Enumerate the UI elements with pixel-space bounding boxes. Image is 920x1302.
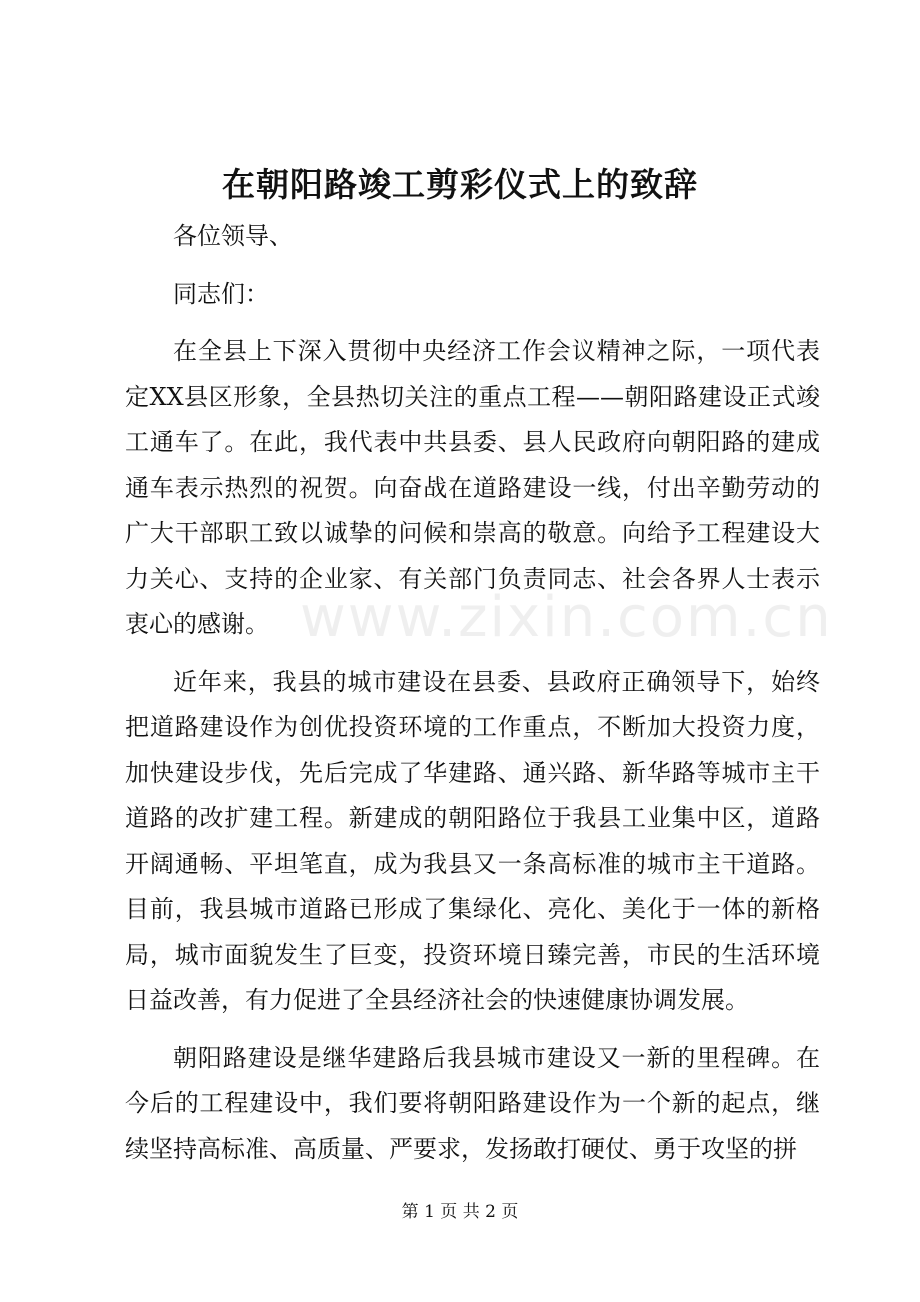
- paragraph-1: 在全县上下深入贯彻中央经济工作会议精神之际，一项代表定XX县区形象，全县热切关注的重点工程——朝阳路建设正式竣工通车了。在此，我代表中共县委、县人民政府向朝阳路的建成通车表示热烈的祝贺。向奋战在道路建设一线，付出辛勤劳动的广大干部职工致以诚挚的问候和崇高的敬意。向给予工程建设大力关心、支持的企业家、有关部门负责同志、社会各界人士表示衷心的感谢。: [125, 337, 820, 638]
- document-body: [125, 214, 820, 1172]
- document-title: 在朝阳路竣工剪彩仪式上的致辞: [222, 165, 698, 204]
- salutation-leaders: 各位领导、: [173, 222, 293, 250]
- paragraph-2: 近年来，我县的城市建设在县委、县政府正确领导下，始终把道路建设作为创优投资环境的工作重点，不断加大投资力度，加快建设步伐，先后完成了华建路、通兴路、新华路等城市主干道路的改扩建工程。新建成的朝阳路位于我县工业集中区，道路开阔通畅、平坦笔直，成为我县又一条高标准的城市主干道路。目前，我县城市道路已形成了集绿化、亮化、美化于一体的新格局，城市面貌发生了巨变，投资环境日臻完善，市民的生活环境日益改善，有力促进了全县经济社会的快速健康协调发展。: [125, 667, 820, 1014]
- paragraph-3: 朝阳路建设是继华建路后我县城市建设又一新的里程碑。在今后的工程建设中，我们要将朝阳路建设作为一个新的起点，继续坚持高标准、高质量、严要求，发扬敢打硬仗、勇于攻坚的拼: [125, 1043, 820, 1163]
- page-footer: 第 1 页 共 2 页: [401, 1202, 519, 1222]
- salutation-comrades: 同志们：: [173, 279, 269, 308]
- site-watermark: www.zixin.com.cn: [300, 585, 833, 650]
